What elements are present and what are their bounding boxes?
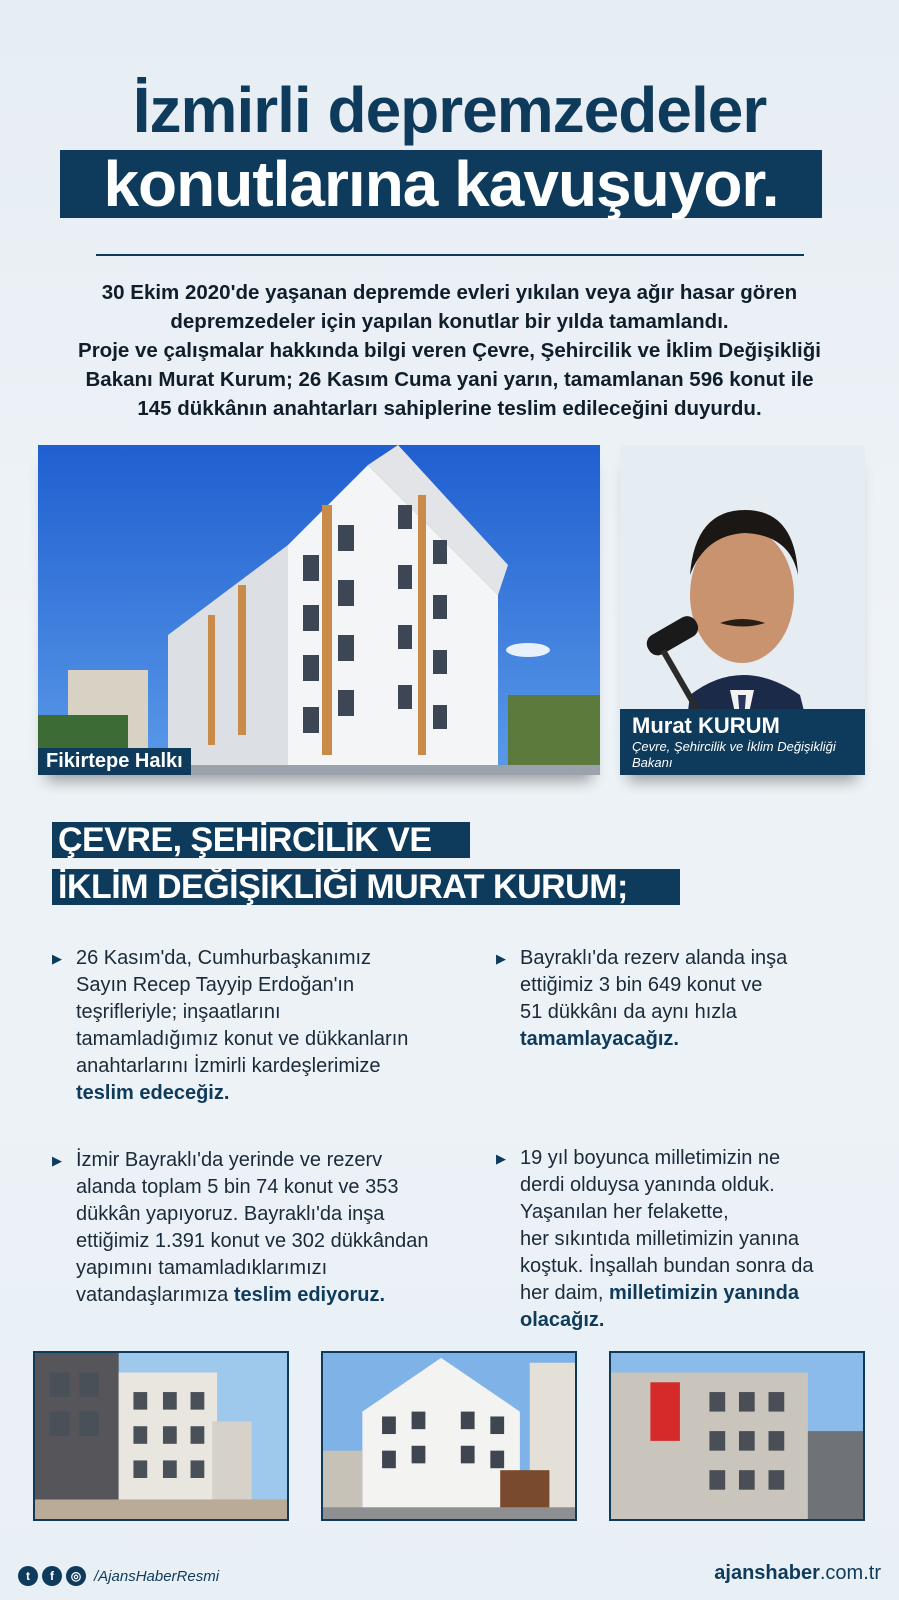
minister-name: Murat KURUM (632, 713, 780, 738)
bullet-arrow-icon: ▶ (52, 1153, 62, 1168)
intro-line: 145 dükkânın anahtarları sahiplerine teslim edileceğini duyurdu. (137, 397, 762, 420)
bullet-line: 26 Kasım'da, Cumhurbaşkanımız (76, 947, 372, 969)
bullet-arrow-icon: ▶ (496, 1151, 506, 1166)
intro-line: depremzedeler için yapılan konutlar bir yılda tamamlandı. (170, 310, 729, 333)
building-photo-caption: Fikirtepe Halkı (38, 748, 191, 775)
bullet-line: İzmir Bayraklı'da yerinde ve rezerv (76, 1149, 383, 1171)
gallery-photo-3 (609, 1351, 865, 1521)
bullet-arrow-icon: ▶ (52, 951, 62, 966)
bullet-line: Bayraklı'da rezerv alanda inşa (520, 947, 788, 969)
bullet-emphasis: milletimizin yanında (608, 1282, 799, 1304)
brand-suffix: .com.tr (819, 1562, 881, 1584)
bullet-line: ettiğimiz 3 bin 649 konut ve (520, 974, 763, 996)
page-title-line1: İzmirli depremzedeler (132, 74, 767, 146)
intro-line: Proje ve çalışmalar hakkında bilgi veren Çevre, Şehircilik ve İklim Değişikliği (78, 339, 821, 362)
brand-name: ajanshaber (714, 1562, 820, 1584)
intro-line: Bakanı Murat Kurum; 26 Kasım Cuma yani yarın, tamamlanan 596 konut ile (85, 368, 814, 391)
bullet-line: tamamladığımız konut ve dükkanların (76, 1028, 409, 1050)
social-links (18, 1564, 219, 1588)
social-handle[interactable]: /AjansHaberResmi (94, 1567, 220, 1585)
twitter-icon[interactable]: t (18, 1566, 38, 1586)
gallery-photo-2 (321, 1351, 577, 1521)
bullet-line: derdi olduysa yanında olduk. (520, 1174, 775, 1196)
bullet-emphasis: tamamlayacağız. (520, 1028, 679, 1050)
bullet-line: dükkân yapıyoruz. Bayraklı'da inşa (76, 1203, 385, 1225)
building-photo (38, 445, 600, 775)
quote-bullet-2 (496, 945, 850, 1053)
quote-bullet-3 (52, 1147, 468, 1309)
page-title-line2: konutlarına kavuşuyor. (103, 148, 779, 220)
bullet-line: yapımını tamamladıklarımızı (76, 1257, 328, 1279)
bullet-line: anahtarlarını İzmirli kardeşlerimize (76, 1055, 381, 1077)
section-heading-line1: ÇEVRE, ŞEHİRCİLİK VE (52, 822, 470, 858)
bullet-emphasis: teslim ediyoruz. (233, 1284, 386, 1306)
intro-line: 30 Ekim 2020'de yaşanan depremde evleri yıkılan veya ağır hasar gören (101, 281, 798, 304)
bullet-arrow-icon: ▶ (496, 951, 506, 966)
intro-paragraph (40, 278, 859, 423)
minister-role-line1: Çevre, Şehircilik ve İklim Değişikliği (632, 739, 836, 754)
bullet-line: vatandaşlarımıza (76, 1284, 234, 1306)
bullet-line: koştuk. İnşallah bundan sonra da (520, 1255, 814, 1277)
bullet-line: alanda toplam 5 bin 74 konut ve 353 (76, 1176, 399, 1198)
bullet-line: her daim, (520, 1282, 609, 1304)
bullet-line: 19 yıl boyunca milletimizin ne (520, 1147, 781, 1169)
bullet-line: ettiğimiz 1.391 konut ve 302 dükkândan (76, 1230, 429, 1252)
minister-role-line2: Bakanı (632, 755, 673, 770)
bullet-emphasis: teslim edeceğiz. (76, 1082, 230, 1104)
bullet-line: Yaşanılan her felakette, (520, 1201, 729, 1223)
divider (96, 254, 804, 256)
bullet-line: teşrifleriyle; inşaatlarını (76, 1001, 281, 1023)
bullet-line: Sayın Recep Tayyip Erdoğan'ın (76, 974, 355, 996)
section-heading-line2: İKLİM DEĞİŞİKLİĞİ MURAT KURUM; (52, 869, 680, 905)
bullet-emphasis: olacağız. (520, 1309, 605, 1331)
facebook-icon[interactable]: f (42, 1566, 62, 1586)
gallery-photo-1 (33, 1351, 289, 1521)
bullet-line: 51 dükkânı da aynı hızla (520, 1001, 737, 1023)
quote-bullet-4 (496, 1145, 850, 1334)
minister-caption (620, 709, 865, 775)
instagram-icon[interactable]: ◎ (66, 1566, 86, 1586)
brand-logo[interactable] (714, 1562, 881, 1585)
quote-bullet-1 (52, 945, 456, 1107)
page-title-highlight (60, 150, 822, 218)
bullet-line: her sıkıntıda milletimizin yanına (520, 1228, 800, 1250)
